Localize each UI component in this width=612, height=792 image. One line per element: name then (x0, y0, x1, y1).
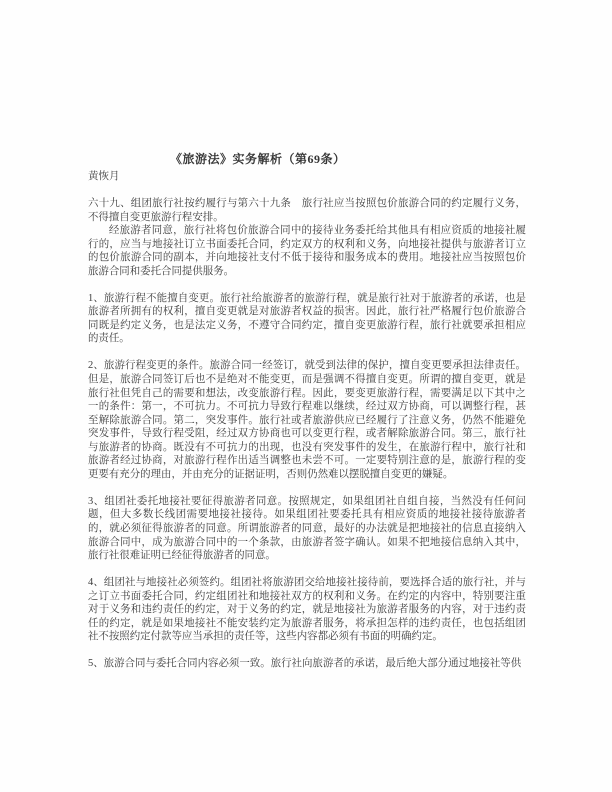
paragraph: 5、旅游合同与委托合同内容必须一致。旅行社向旅游者的承诺，最后绝大部分通过地接社等供 (88, 658, 522, 670)
paragraph: 2、旅游行程变更的条件。旅游合同一经签订，就受到法律的保护，擅自变更要承担法律责任。但是，旅游合同签订后也不是绝对不能变更，而是强调不得擅自变更。所谓的擅自变更，就是旅行社但凭自己的需要和想法，改变旅游行程。因此，要变更旅游行程，需要满足以下其中之一的条件：第一，不可抗力。不可抗力导致行程难以继续，经过双方协商，可以调整行程，甚至解除旅游合同。第二，突发事件。旅行社或者旅游供应已经履行了注意义务，仍然不能避免突发事件，导致行程受阻，经过双方协商也可以变更行程，或者解除旅游合同。第三，旅行社与旅游者的协商。既没有不可抗力的出现，也没有突发事件的发生，在旅游行程中，旅行社和旅游者经过协商，对旅游行程作出适当调整也未尝不可。一定要特别注意的是，旅游行程的变更要有充分的理由，并由充分的证据证明，否则仍然难以摆脱擅自变更的嫌疑。 (88, 360, 526, 480)
document-title: 《旅游法》实务解析（第69条） (170, 152, 346, 166)
paragraph: 经旅游者同意，旅行社将包价旅游合同中的接待业务委托给其他具有相应资质的地接社履行的，应当与地接社订立书面委托合同，约定双方的权利和义务，向地接社提供与旅游者订立的包价旅游合同的副本，并向地接社支付不低于接待和服务成本的费用。地接社应当按照包价旅游合同和委托合同提供服务。 (88, 225, 526, 277)
paragraph: 六十九、组团旅行社按约履行与第六十九条 旅行社应当按照包价旅游合同的约定履行义务，不得擅自变更旅游行程安排。 (88, 198, 526, 223)
document-content (88, 152, 526, 671)
author-name: 黄恢月 (88, 171, 120, 182)
document-body (88, 197, 526, 671)
paragraph: 4、组团社与地接社必须签约。组团社将旅游团交给地接社接待前，要选择合适的旅行社，并与之订立书面委托合同，约定组团社和地接社双方的权利和义务。在约定的内容中，特别要注重对于义务和违约责任的约定，对于义务的约定，就是地接社为旅游者服务的内容，对于违约责任的约定，就是如果地接社不能安装约定为旅游者服务，将承担怎样的违约责任，也包括组团社不按照约定付款等应当承担的责任等，这些内容都必须有书面的明确约定。 (88, 577, 526, 643)
paragraph: 1、旅游行程不能擅自变更。旅行社给旅游者的旅游行程，就是旅行社对于旅游者的承诺，也是旅游者所拥有的权利，擅自变更就是对旅游者权益的损害。因此，旅行社严格履行包价旅游合同既是约定义务，也是法定义务，不遵守合同约定，擅自变更旅游行程，旅行社就要承担相应的责任。 (88, 292, 526, 345)
paragraph: 3、组团社委托地接社要征得旅游者同意。按照规定，如果组团社自组自接，当然没有任何问题，但大多数长线团需要地接社接待。如果组团社要委托具有相应资质的地接社接待旅游者的，就必须征得旅游者的同意。所谓旅游者的同意，最好的办法就是把地接社的信息直接纳入旅游合同中，成为旅游合同中的一个条款，由旅游者签字确认。如果不把地接信息纳入其中，旅行社很难证明已经征得旅游者的同意。 (88, 495, 526, 562)
